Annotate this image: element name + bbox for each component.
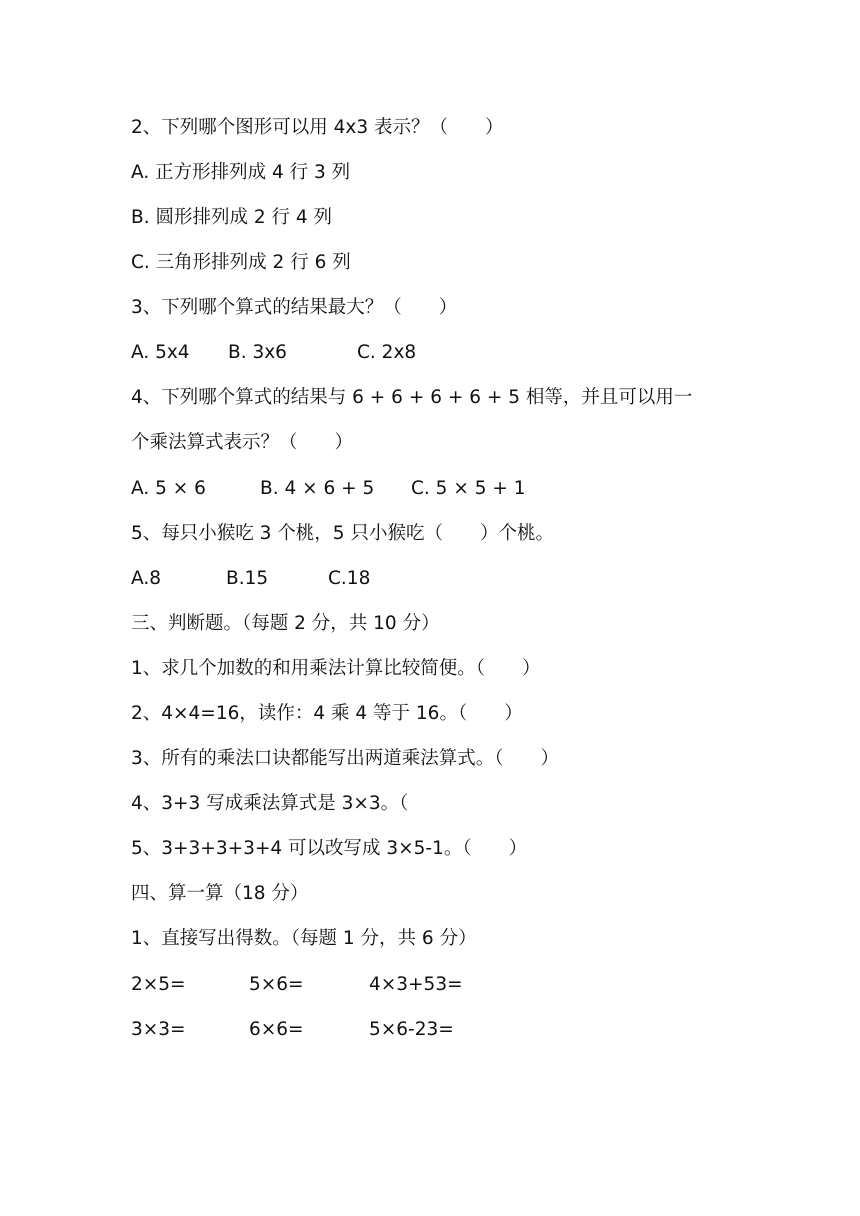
judgement-3: 3、所有的乘法口诀都能写出两道乘法算式。（ ） (131, 748, 560, 769)
calc-item: 2×5= (131, 974, 186, 995)
calc-item: 5×6= (249, 974, 304, 995)
question-5-option-b: B.15 (226, 568, 269, 589)
question-4-option-c: C. 5 × 5 + 1 (411, 478, 526, 499)
question-3-option-a: A. 5x4 (131, 342, 190, 363)
calc-item: 6×6= (249, 1019, 304, 1040)
section-4-heading: 四、算一算（18 分） (131, 883, 309, 904)
calc-item: 5×6-23= (369, 1019, 454, 1040)
judgement-5: 5、3+3+3+3+4 可以改写成 3×5-1。（ ） (131, 838, 528, 859)
question-3-option-b: B. 3x6 (228, 342, 287, 363)
question-4-text-line2: 个乘法算式表示？（ ） (131, 432, 354, 453)
question-4-option-a: A. 5 × 6 (131, 478, 206, 499)
question-5-text: 5、每只小猴吃 3 个桃，5 只小猴吃（ ）个桃。 (131, 523, 554, 544)
calc-item: 3×3= (131, 1019, 186, 1040)
calc-item: 4×3+53= (369, 974, 463, 995)
question-2-option-b: B. 圆形排列成 2 行 4 列 (131, 207, 333, 228)
calc-subheading: 1、直接写出得数。（每题 1 分，共 6 分） (131, 928, 477, 949)
question-4-option-b: B. 4 × 6 + 5 (260, 478, 375, 499)
question-5-option-a: A.8 (131, 568, 161, 589)
question-2-option-a: A. 正方形排列成 4 行 3 列 (131, 162, 351, 183)
judgement-1: 1、求几个加数的和用乘法计算比较简便。（ ） (131, 658, 541, 679)
section-3-heading: 三、判断题。（每题 2 分，共 10 分） (131, 613, 440, 634)
judgement-4: 4、3+3 写成乘法算式是 3×3。（ (131, 793, 409, 814)
question-3-option-c: C. 2x8 (357, 342, 417, 363)
question-4-text-line1: 4、下列哪个算式的结果与 6 + 6 + 6 + 6 + 5 相等，并且可以用一 (131, 387, 693, 408)
question-3-text: 3、下列哪个算式的结果最大？（ ） (131, 297, 458, 318)
question-2-option-c: C. 三角形排列成 2 行 6 列 (131, 252, 351, 273)
question-5-option-c: C.18 (328, 568, 371, 589)
judgement-2: 2、4×4=16，读作：4 乘 4 等于 16。（ ） (131, 703, 523, 724)
question-2-text: 2、下列哪个图形可以用 4x3 表示？（ ） (131, 117, 504, 138)
